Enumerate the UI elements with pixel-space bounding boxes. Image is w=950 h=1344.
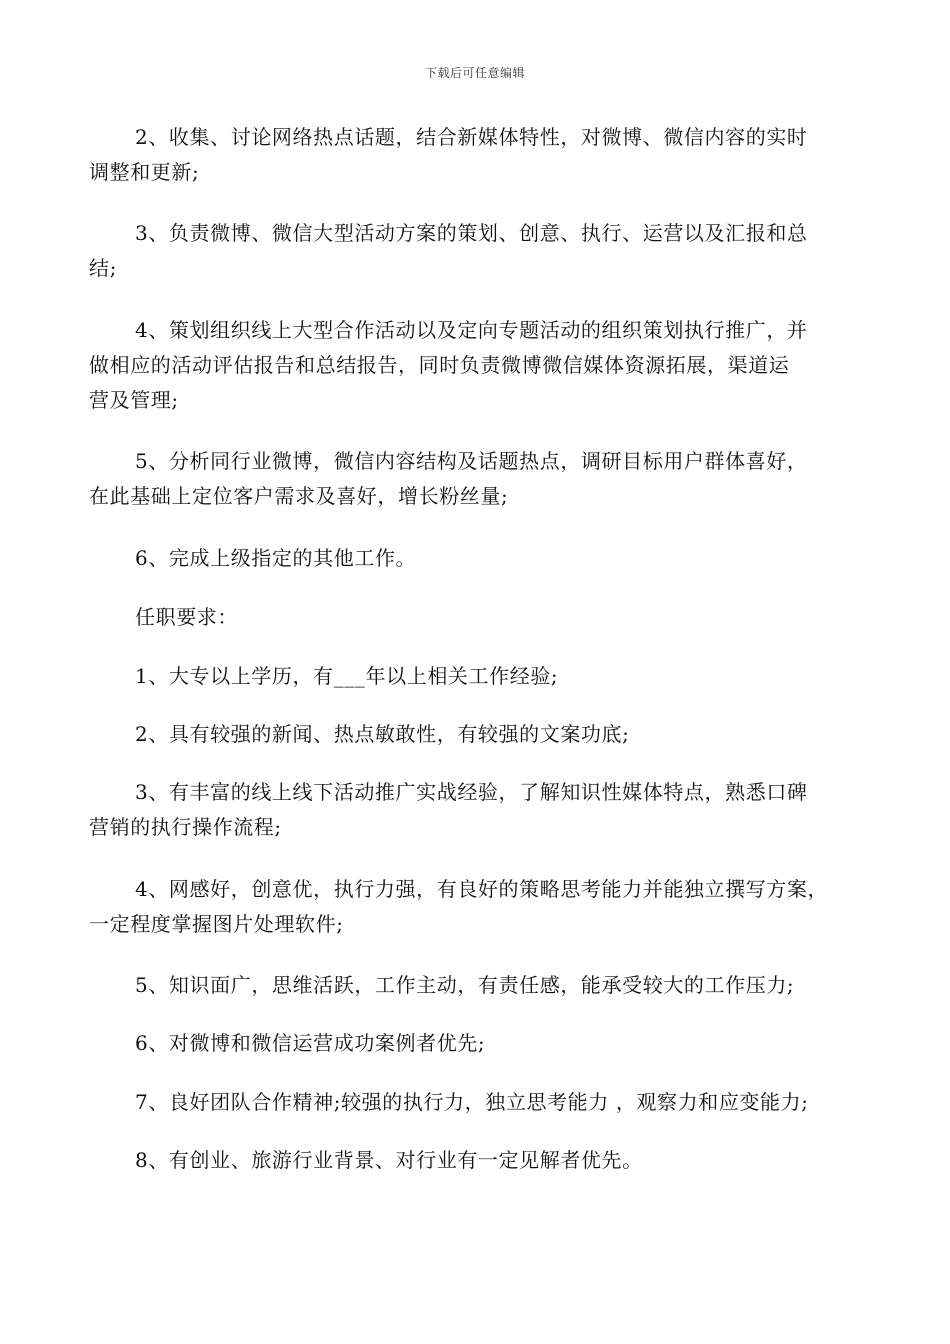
requirement-item-6 bbox=[89, 1026, 874, 1061]
duty-item-4 bbox=[89, 313, 874, 418]
requirement-item-3-line-1: 3、有丰富的线上线下活动推广实战经验，了解知识性媒体特点，熟悉口碑 bbox=[135, 780, 808, 804]
duty-item-5-line-1: 5、分析同行业微博，微信内容结构及话题热点，调研目标用户群体喜好， bbox=[135, 449, 808, 473]
requirement-item-7 bbox=[89, 1085, 874, 1120]
requirement-item-6-line-1: 6、对微博和微信运营成功案例者优先; bbox=[135, 1031, 486, 1055]
requirement-item-4-line-2: 一定程度掌握图片处理软件; bbox=[89, 912, 344, 936]
duty-item-3-line-2: 结; bbox=[89, 256, 117, 280]
duty-item-6-line-1: 6、完成上级指定的其他工作。 bbox=[135, 546, 417, 570]
requirement-item-8 bbox=[89, 1143, 874, 1178]
duty-item-6 bbox=[89, 541, 874, 576]
requirement-item-5-line-1: 5、知识面广，思维活跃，工作主动，有责任感，能承受较大的工作压力; bbox=[135, 973, 795, 997]
requirement-item-7-line-1: 7、良好团队合作精神;较强的执行力，独立思考能力 ，观察力和应变能力; bbox=[135, 1090, 809, 1114]
requirement-item-4 bbox=[89, 872, 874, 942]
duty-item-5-line-2: 在此基础上定位客户需求及喜好，增长粉丝量; bbox=[89, 484, 509, 508]
duty-item-2-line-1: 2、收集、讨论网络热点话题，结合新媒体特性，对微博、微信内容的实时 bbox=[135, 125, 808, 149]
duty-item-4-line-2: 做相应的活动评估报告和总结报告，同时负责微博微信媒体资源拓展，渠道运 bbox=[89, 353, 790, 377]
requirement-item-4-line-1: 4、网感好，创意优，执行力强，有良好的策略思考能力并能独立撰写方案， bbox=[135, 877, 829, 901]
requirement-item-5 bbox=[89, 968, 874, 1003]
duty-item-5 bbox=[89, 444, 874, 514]
duty-item-2 bbox=[89, 120, 874, 190]
requirement-item-2 bbox=[89, 717, 874, 752]
duty-item-4-line-1: 4、策划组织线上大型合作活动以及定向专题活动的组织策划执行推广，并 bbox=[135, 318, 808, 342]
duty-item-3 bbox=[89, 216, 874, 286]
requirements-heading bbox=[89, 600, 874, 635]
requirement-item-1 bbox=[89, 659, 874, 694]
requirement-item-1-line-1: 1、大专以上学历，有___年以上相关工作经验; bbox=[135, 664, 559, 688]
duty-item-3-line-1: 3、负责微博、微信大型活动方案的策划、创意、执行、运营以及汇报和总 bbox=[135, 221, 808, 245]
requirement-item-2-line-1: 2、具有较强的新闻、热点敏敢性，有较强的文案功底; bbox=[135, 722, 630, 746]
page-header: 下载后可任意编辑 bbox=[424, 66, 525, 80]
requirement-item-3 bbox=[89, 775, 874, 845]
requirements-heading-text: 任职要求： bbox=[135, 605, 238, 629]
requirement-item-8-line-1: 8、有创业、旅游行业背景、对行业有一定见解者优先。 bbox=[135, 1148, 643, 1172]
requirement-item-3-line-2: 营销的执行操作流程; bbox=[89, 815, 282, 839]
duty-item-2-line-2: 调整和更新; bbox=[89, 160, 200, 184]
duty-item-4-line-3: 营及管理; bbox=[89, 388, 179, 412]
